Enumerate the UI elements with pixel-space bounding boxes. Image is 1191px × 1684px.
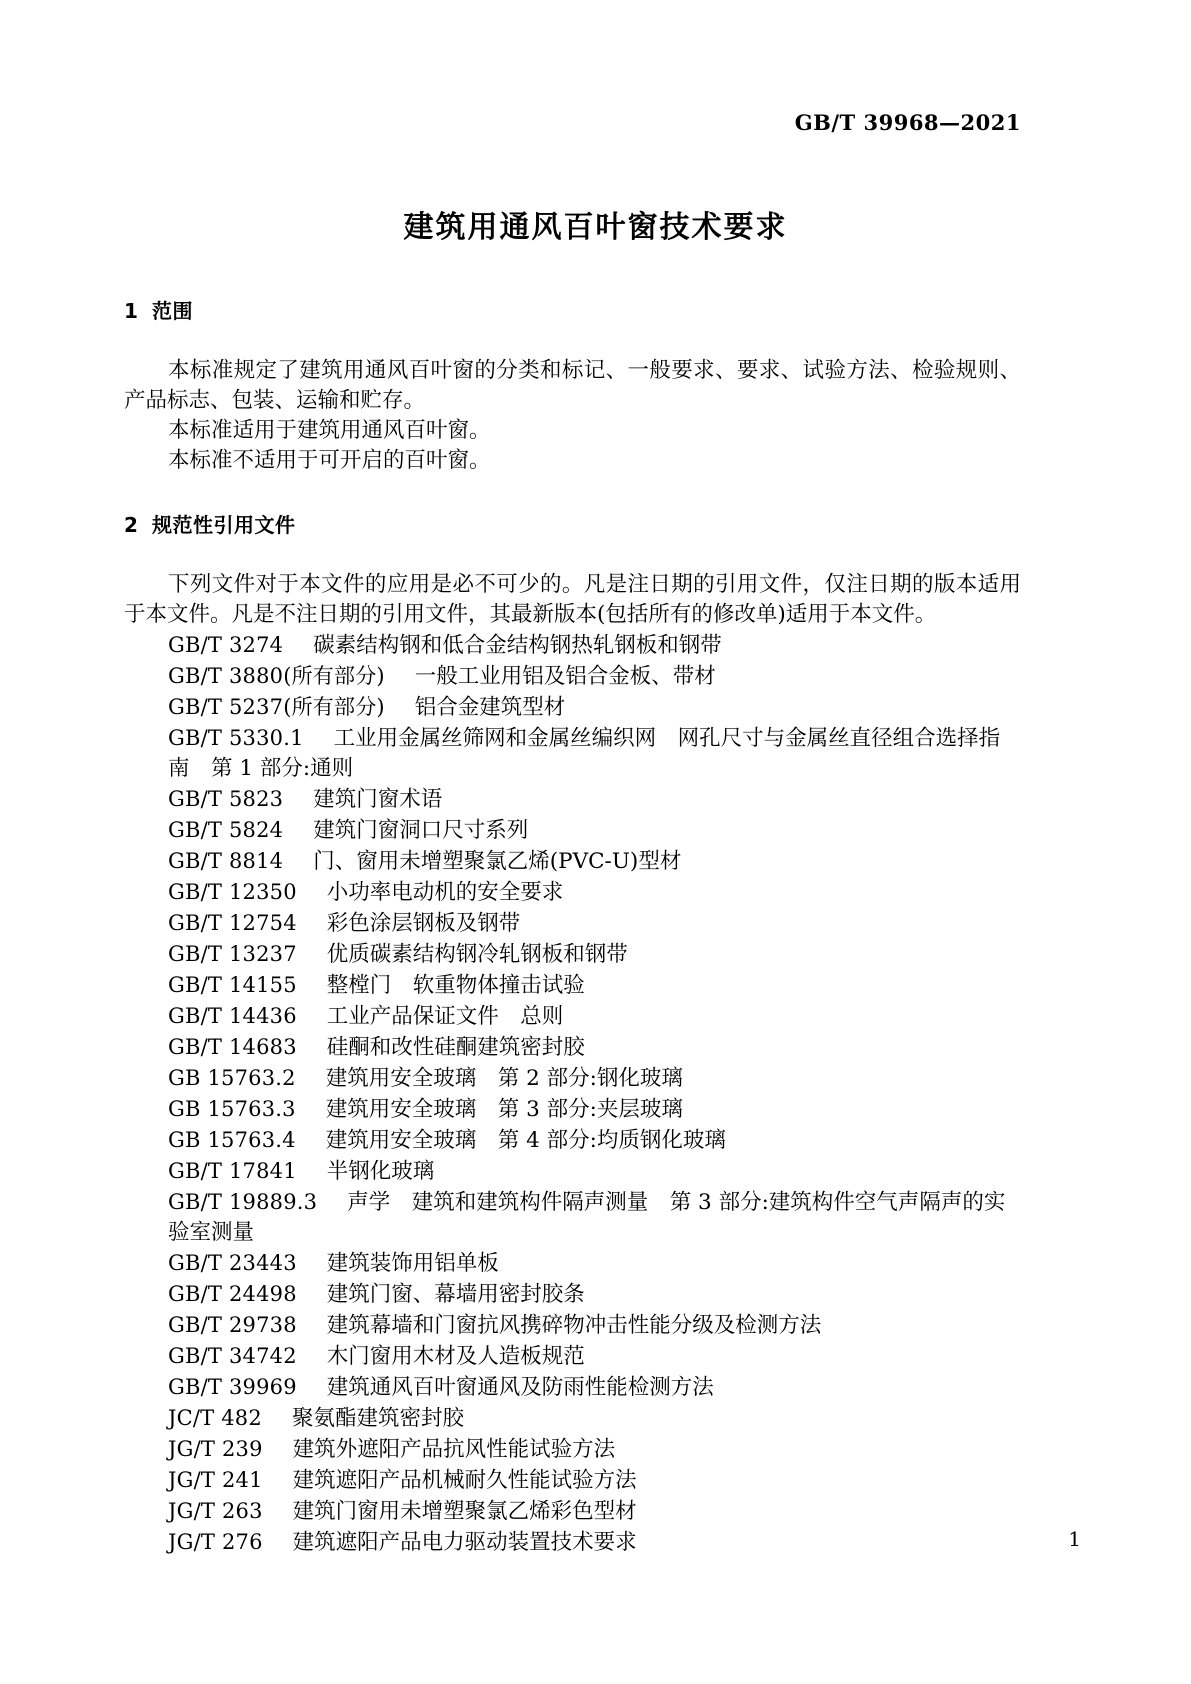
reference-code: GB/T 5330.1 [168, 726, 304, 750]
clause1-paragraph-3: 本标准不适用于可开启的百叶窗。 [168, 448, 491, 473]
reference-code: GB/T 24498 [168, 1282, 297, 1306]
reference-item [124, 1310, 1021, 1341]
running-header [0, 110, 1021, 135]
reference-code: GB/T 8814 [168, 849, 284, 873]
reference-title: 聚氨酯建筑密封胶 [291, 1406, 464, 1431]
reference-item [124, 877, 1021, 908]
clause1-paragraph-1: 本标准规定了建筑用通风百叶窗的分类和标记、一般要求、要求、试验方法、检验规则、产品标志、包装、运输和贮存。 [124, 358, 1021, 413]
reference-item [124, 661, 1021, 692]
reference-title: 铝合金建筑型材 [414, 695, 566, 720]
reference-item [124, 1248, 1021, 1279]
reference-code: GB/T 17841 [168, 1159, 297, 1183]
reference-item [124, 846, 1021, 877]
reference-code: GB/T 29738 [168, 1313, 297, 1337]
reference-code: GB/T 14436 [168, 1004, 297, 1028]
reference-title: 建筑遮阳产品机械耐久性能试验方法 [292, 1468, 637, 1493]
reference-title: 建筑通风百叶窗通风及防雨性能检测方法 [326, 1375, 714, 1400]
reference-code: GB 15763.4 [168, 1128, 296, 1152]
reference-item [124, 1496, 1021, 1527]
normative-references-list [124, 630, 1021, 1558]
reference-item [124, 908, 1021, 939]
reference-code: GB/T 5824 [168, 818, 284, 842]
reference-code: JG/T 239 [168, 1437, 263, 1461]
reference-title: 半钢化玻璃 [326, 1159, 435, 1184]
reference-item [124, 1465, 1021, 1496]
reference-title: 彩色涂层钢板及钢带 [326, 911, 521, 936]
reference-title: 优质碳素结构钢冷轧钢板和钢带 [326, 942, 628, 967]
reference-item [124, 1434, 1021, 1465]
clause-heading-2 [124, 509, 1021, 538]
clause-number-1: 1 [124, 299, 139, 323]
reference-title: 建筑用安全玻璃 第 4 部分:均质钢化玻璃 [325, 1128, 726, 1153]
reference-title: 工业产品保证文件 总则 [326, 1004, 564, 1029]
reference-code: GB/T 12350 [168, 880, 297, 904]
clause-number-2: 2 [124, 513, 139, 537]
reference-title: 建筑门窗、幕墙用密封胶条 [326, 1282, 585, 1307]
reference-code: GB/T 14155 [168, 973, 297, 997]
reference-title: 门、窗用未增塑聚氯乙烯(PVC-U)型材 [313, 849, 682, 874]
reference-item [124, 630, 1021, 661]
reference-code: JG/T 263 [168, 1499, 263, 1523]
reference-code: GB/T 14683 [168, 1035, 297, 1059]
reference-item [124, 1094, 1021, 1125]
reference-title: 一般工业用铝及铝合金板、带材 [414, 664, 716, 689]
reference-title: 碳素结构钢和低合金结构钢热轧钢板和钢带 [313, 633, 722, 658]
reference-code: GB/T 5823 [168, 787, 284, 811]
reference-title: 工业用金属丝筛网和金属丝编织网 网孔尺寸与金属丝直径组合选择指南 第 1 部分:通则 [168, 726, 1001, 781]
reference-item [124, 784, 1021, 815]
reference-title: 建筑用安全玻璃 第 2 部分:钢化玻璃 [325, 1066, 683, 1091]
reference-code: GB/T 23443 [168, 1251, 297, 1275]
document-body [124, 295, 1021, 1558]
reference-item [124, 815, 1021, 846]
reference-code: GB 15763.3 [168, 1097, 296, 1121]
reference-code: GB/T 19889.3 [168, 1190, 318, 1214]
clause-title-2: 规范性引用文件 [152, 513, 296, 537]
reference-code: GB 15763.2 [168, 1066, 296, 1090]
reference-item [124, 1156, 1021, 1187]
reference-title: 整樘门 软重物体撞击试验 [326, 973, 585, 998]
reference-title: 建筑装饰用铝单板 [326, 1251, 499, 1276]
clause-heading-1 [124, 295, 1021, 324]
page-number: 1 [1068, 1527, 1081, 1551]
clause1-paragraph-2: 本标准适用于建筑用通风百叶窗。 [168, 418, 491, 443]
reference-item [124, 1279, 1021, 1310]
reference-item [124, 692, 1021, 723]
reference-code: GB/T 3880(所有部分) [168, 664, 385, 688]
reference-code: JC/T 482 [168, 1406, 262, 1430]
reference-item [124, 1341, 1021, 1372]
clause-title-1: 范围 [152, 299, 193, 323]
reference-title: 建筑门窗术语 [313, 787, 443, 812]
reference-item [124, 1403, 1021, 1434]
reference-code: JG/T 241 [168, 1468, 263, 1492]
reference-code: GB/T 39969 [168, 1375, 297, 1399]
reference-title: 木门窗用木材及人造板规范 [326, 1344, 585, 1369]
reference-item [124, 1032, 1021, 1063]
reference-code: GB/T 3274 [168, 633, 284, 657]
reference-code: JG/T 276 [168, 1530, 263, 1554]
reference-title: 硅酮和改性硅酮建筑密封胶 [326, 1035, 585, 1060]
reference-title: 声学 建筑和建筑构件隔声测量 第 3 部分:建筑构件空气声隔声的实验室测量 [168, 1190, 1006, 1245]
reference-item [124, 1187, 1021, 1248]
clause2-paragraph-1: 下列文件对于本文件的应用是必不可少的。凡是注日期的引用文件，仅注日期的版本适用于本文件。凡是不注日期的引用文件，其最新版本(包括所有的修改单)适用于本文件。 [124, 572, 1021, 627]
standard-designation: GB/T 39968—2021 [794, 110, 1021, 135]
reference-code: GB/T 5237(所有部分) [168, 695, 385, 719]
reference-item [124, 1063, 1021, 1094]
reference-code: GB/T 34742 [168, 1344, 297, 1368]
page-title: 建筑用通风百叶窗技术要求 [403, 210, 788, 245]
reference-title: 建筑遮阳产品电力驱动装置技术要求 [292, 1530, 637, 1555]
reference-title: 建筑门窗用未增塑聚氯乙烯彩色型材 [292, 1499, 637, 1524]
reference-item [124, 1372, 1021, 1403]
reference-item [124, 970, 1021, 1001]
reference-item [124, 1001, 1021, 1032]
reference-code: GB/T 12754 [168, 911, 297, 935]
reference-title: 小功率电动机的安全要求 [326, 880, 564, 905]
reference-title: 建筑外遮阳产品抗风性能试验方法 [292, 1437, 616, 1462]
reference-item [124, 1527, 1021, 1558]
reference-code: GB/T 13237 [168, 942, 297, 966]
reference-title: 建筑用安全玻璃 第 3 部分:夹层玻璃 [325, 1097, 683, 1122]
reference-title: 建筑幕墙和门窗抗风携碎物冲击性能分级及检测方法 [326, 1313, 822, 1338]
reference-item [124, 1125, 1021, 1156]
reference-title: 建筑门窗洞口尺寸系列 [313, 818, 529, 843]
reference-item [124, 939, 1021, 970]
reference-item [124, 723, 1021, 784]
